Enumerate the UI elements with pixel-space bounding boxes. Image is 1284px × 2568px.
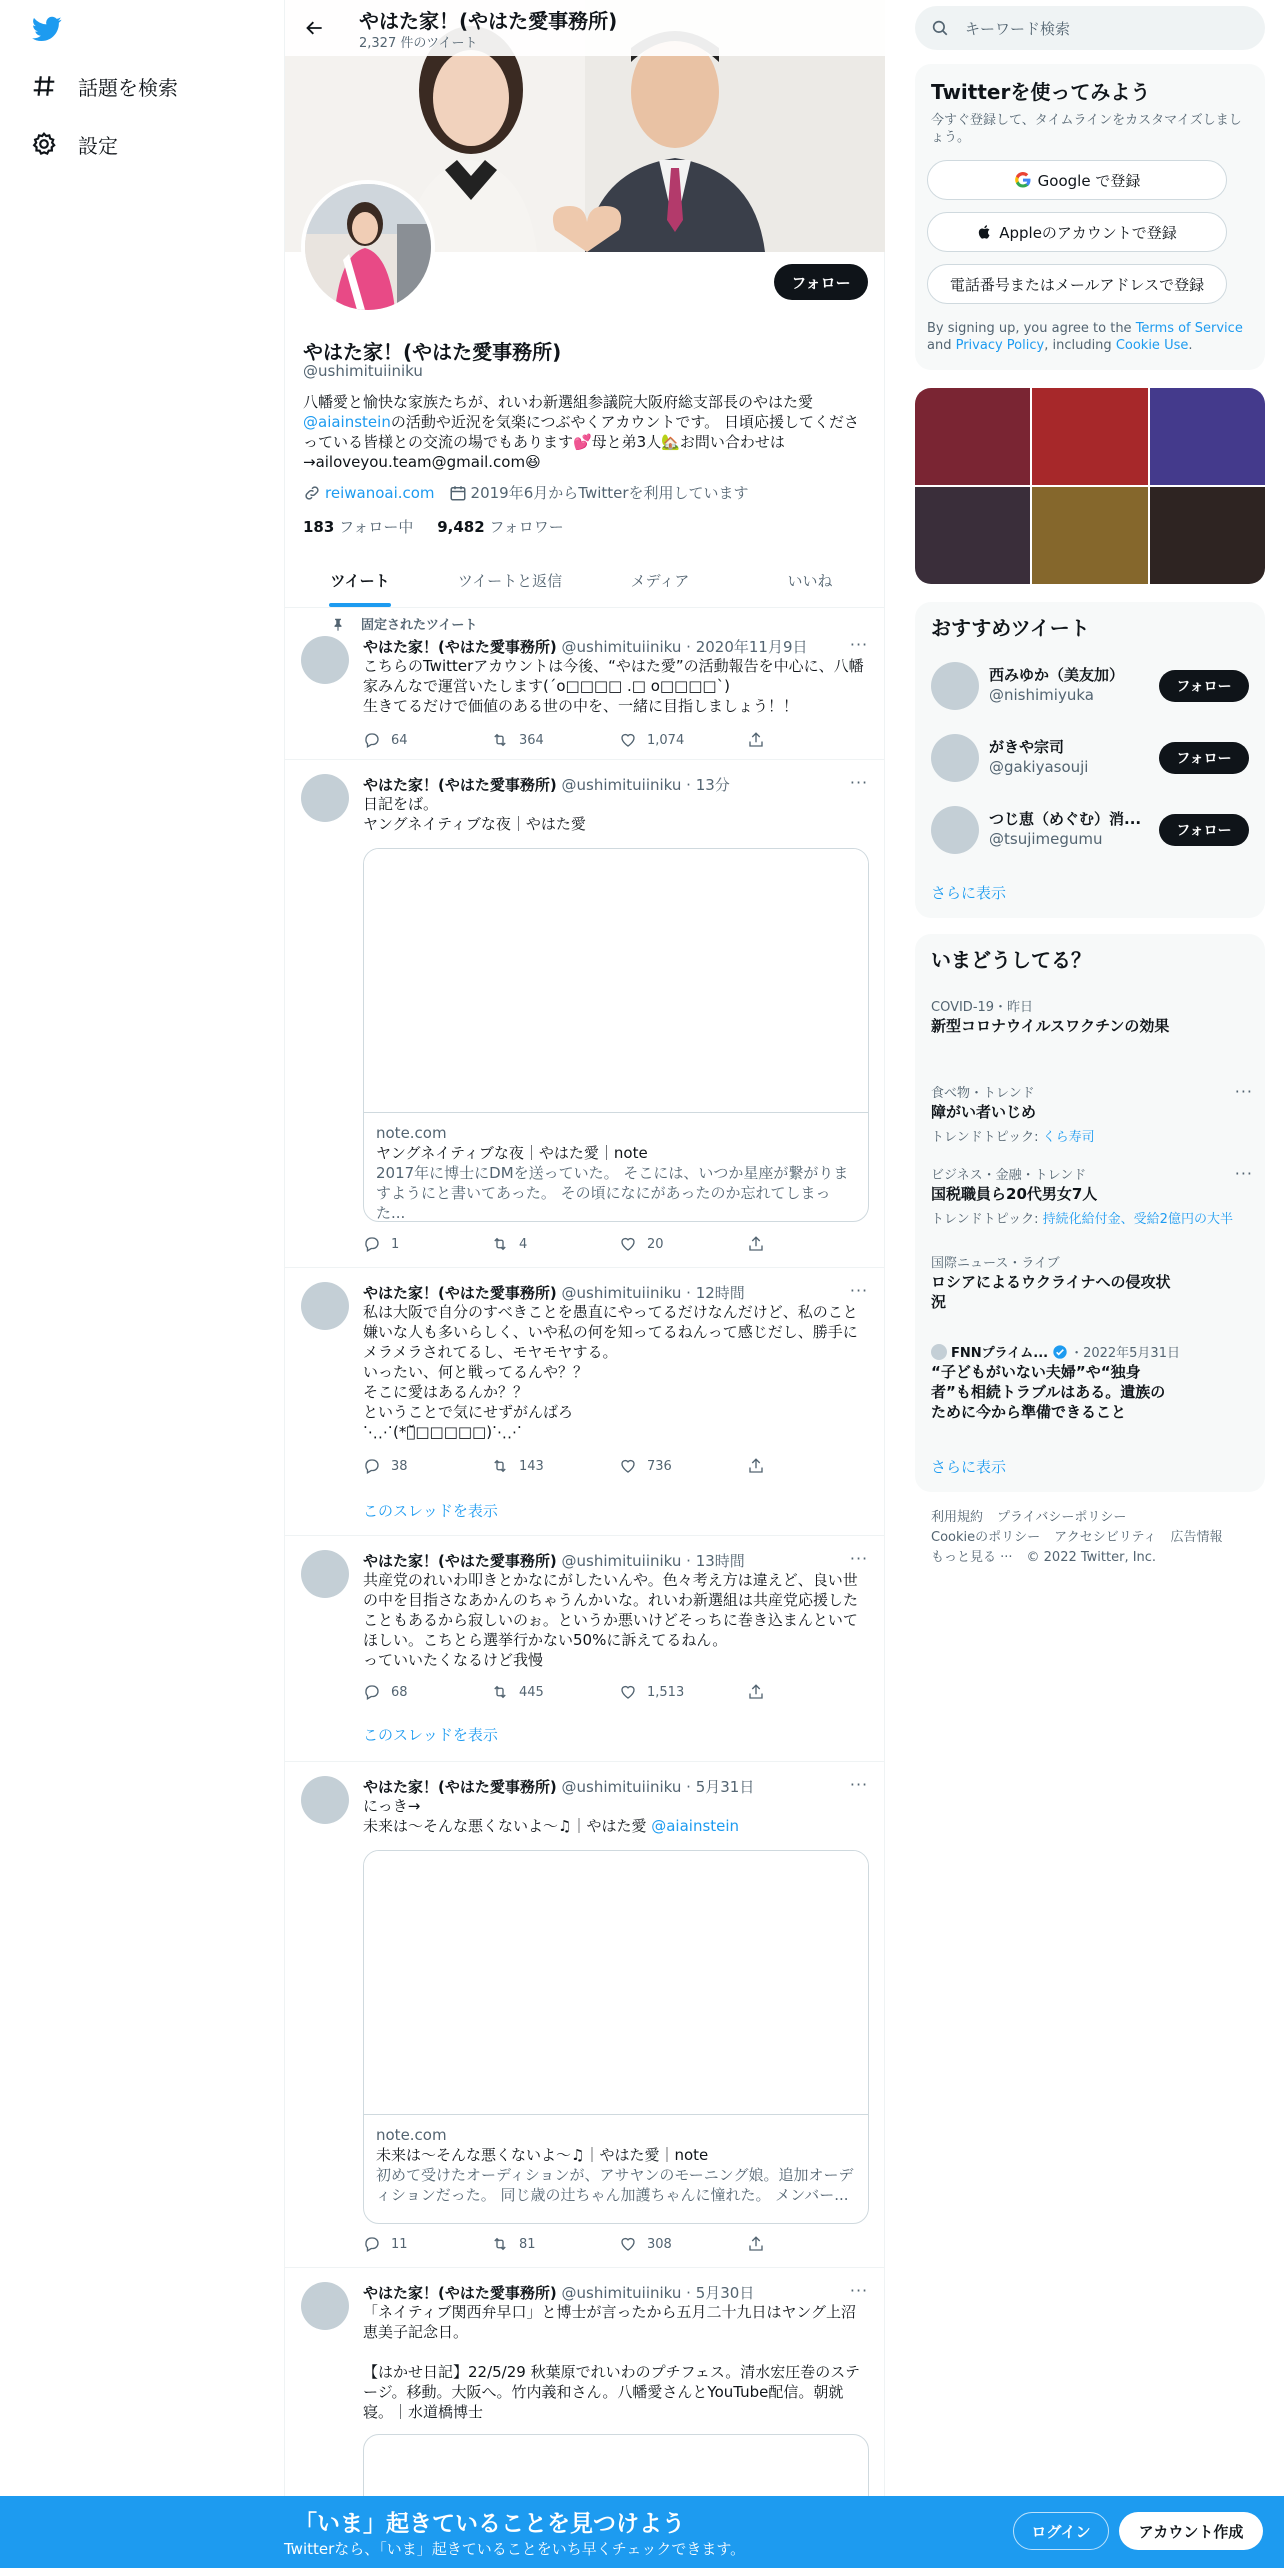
apple-icon <box>977 223 993 241</box>
suggestion-follow-button[interactable]: フォロー <box>1159 670 1249 702</box>
avatar[interactable] <box>931 662 979 710</box>
reply-count: 1 <box>391 1236 400 1252</box>
tweet-meta[interactable]: @ushimituiiniku · 5月31日 <box>561 1778 755 1796</box>
avatar[interactable] <box>301 1550 349 1598</box>
profile-bio <box>303 392 873 472</box>
reply-button[interactable] <box>363 2234 491 2254</box>
trend-item[interactable] <box>915 1164 1265 1234</box>
trend-item[interactable] <box>915 1252 1265 1322</box>
pinned-text: 固定されたツイート <box>361 618 478 633</box>
share-button[interactable] <box>747 2234 787 2254</box>
profile-avatar[interactable] <box>301 180 435 314</box>
share-icon <box>747 1235 765 1253</box>
like-button[interactable] <box>619 2234 747 2254</box>
tab-tweets[interactable]: ツイート <box>285 554 435 607</box>
share-icon <box>747 1683 765 1701</box>
reply-count: 68 <box>391 1684 408 1700</box>
share-button[interactable] <box>747 1456 787 1476</box>
retweet-icon <box>491 731 509 749</box>
tweet-meta[interactable]: @ushimituiiniku · 2020年11月9日 <box>561 638 808 656</box>
signup-panel <box>915 64 1265 370</box>
profile-header-bar <box>285 0 885 56</box>
trend-item[interactable] <box>915 1082 1265 1152</box>
right-sidebar <box>885 0 1284 2568</box>
login-button[interactable]: ログイン <box>1013 2512 1109 2550</box>
tweet-header <box>363 1776 871 1796</box>
reply-count: 11 <box>391 2236 408 2252</box>
trend-topic-link[interactable]: くら寿司 <box>1042 1130 1095 1145</box>
gallery-image[interactable] <box>1032 487 1147 584</box>
like-count: 308 <box>647 2236 672 2252</box>
share-button[interactable] <box>747 1234 787 1254</box>
share-icon <box>747 1457 765 1475</box>
tweet-actions <box>363 730 793 750</box>
profile-meta <box>303 482 763 503</box>
joined-item <box>449 482 749 503</box>
tweet[interactable] <box>285 1268 885 1536</box>
media-gallery <box>915 388 1265 584</box>
google-signup-button[interactable] <box>927 160 1227 200</box>
suggestion-name[interactable]: 西みゆか（美友加） <box>989 666 1125 684</box>
main-column <box>284 0 885 2568</box>
avatar[interactable] <box>931 734 979 782</box>
legal-text: . <box>1188 338 1193 353</box>
profile-tabs <box>285 554 885 608</box>
link-icon <box>303 484 321 502</box>
trend-topic-label: トレンドトピック: <box>931 1212 1043 1227</box>
gallery-image[interactable] <box>1150 487 1265 584</box>
card-title: 未来は〜そんな悪くないよ〜♫｜やはた愛｜note <box>376 2146 709 2164</box>
suggestion-follow-button[interactable]: フォロー <box>1159 742 1249 774</box>
heart-icon <box>619 731 637 749</box>
suggestion-handle: @gakiyasouji <box>989 758 1089 776</box>
pinned-label <box>331 614 477 633</box>
signup-legal <box>927 320 1255 354</box>
tweet-meta[interactable]: @ushimituiiniku · 13時間 <box>561 1552 745 1570</box>
trend-topic-link[interactable]: 持続化給付金、受給2億円の大半 <box>1042 1212 1233 1227</box>
share-icon <box>747 2235 765 2253</box>
reply-button[interactable] <box>363 1456 491 1476</box>
suggestion-follow-button[interactable]: フォロー <box>1159 814 1249 846</box>
more-icon[interactable]: ··· <box>849 2281 869 2300</box>
apple-signup-button[interactable] <box>927 212 1227 252</box>
trends-panel <box>915 934 1265 1492</box>
share-button[interactable] <box>747 730 787 750</box>
show-thread-link[interactable]: このスレッドを表示 <box>363 1502 498 1520</box>
terms-link[interactable]: Terms of Service <box>1135 321 1243 336</box>
tweet-text: 私は大阪で自分のすべきことを愚直にやってるだけなんだけど、私のこと嫌いな人も多いらしく、いや私の何を知ってるねんって感じだし、勝手にメラメラされてるし、モヤモヤする。 いったい、何と戦ってるんや？？ そこに愛はあるんか？？ ということで気にせずがんばろ ⋱⋰(*ฺ̆□□□□□)⋱⋰ <box>363 1303 858 1441</box>
reply-button[interactable] <box>363 730 491 750</box>
footer-more-link[interactable]: もっと見る ··· <box>931 1550 1013 1565</box>
retweet-count: 143 <box>519 1458 544 1474</box>
like-count: 1,074 <box>647 732 685 748</box>
footer-link[interactable]: 利用規約 <box>931 1510 984 1525</box>
share-button[interactable] <box>747 1682 787 1702</box>
tweet-actions <box>363 1456 793 1476</box>
trend-item[interactable] <box>915 996 1265 1066</box>
retweet-button[interactable] <box>491 1682 619 1702</box>
reply-button[interactable] <box>363 1234 491 1254</box>
tab-tweets-replies[interactable]: ツイートと返信 <box>457 572 563 590</box>
bio-mention-link[interactable]: @aiainstein <box>303 413 391 431</box>
tweet-text-body: にっき→ 未来は〜そんな悪くないよ〜♫｜やはた愛 <box>363 1797 647 1835</box>
suggestion-handle: @tsujimegumu <box>989 830 1103 848</box>
reply-button[interactable] <box>363 1682 491 1702</box>
more-icon[interactable]: ··· <box>849 1549 869 1568</box>
gallery-image[interactable] <box>915 487 1030 584</box>
gear-icon <box>30 130 58 158</box>
followers-count: 9,482 <box>437 518 485 536</box>
tweet-mention-link[interactable]: @aiainstein <box>651 1817 740 1835</box>
tweet-author[interactable]: やはた家！(やはた愛事務所) <box>363 1552 557 1570</box>
retweet-icon <box>491 1235 509 1253</box>
suggestions-panel <box>915 602 1265 918</box>
trend-item[interactable] <box>915 1342 1265 1442</box>
tweet-text <box>363 1796 871 1836</box>
privacy-link[interactable]: Privacy Policy <box>955 338 1045 353</box>
hashtag-icon <box>30 72 58 100</box>
tweet-actions <box>363 2234 793 2254</box>
tweet-header <box>363 774 871 794</box>
show-more-link[interactable]: さらに表示 <box>931 884 1007 902</box>
retweet-button[interactable] <box>491 730 619 750</box>
bio-text-2: の活動や近況を気楽につぶやくアカウントです。 日頃応援してくださっている皆様との交流の場でもあります💕母と弟3人🏡お問い合わせは→ailoveyou.team@gmail.com😆 <box>303 413 859 471</box>
phone-email-signup-button[interactable]: 電話番号またはメールアドレスで登録 <box>927 264 1227 304</box>
footer-links <box>931 1508 1251 1568</box>
trend-topic <box>931 1126 1095 1145</box>
followers-stat[interactable] <box>437 518 564 536</box>
legal-text: By signing up, you agree to the <box>927 321 1136 336</box>
link-card[interactable] <box>363 848 869 1222</box>
tweet-meta[interactable]: @ushimituiiniku · 5月30日 <box>561 2284 755 2302</box>
heart-icon <box>619 1457 637 1475</box>
gallery-image[interactable] <box>915 388 1030 485</box>
card-site: note.com <box>376 1124 447 1142</box>
show-more-link[interactable]: さらに表示 <box>931 1458 1007 1476</box>
avatar[interactable] <box>301 636 349 684</box>
tweet-text: 「ネイティブ関西弁早口」と博士が言ったから五月二十九日はヤング上沼恵美子記念日。 【はかせ日記】22/5/29 秋葉原でれいわのプチフェス。清水宏圧巻のステージ。移動。大阪へ。竹内義和さん。八幡愛さんとYouTube配信。朝就寝。｜水道橋博士 <box>363 2303 860 2421</box>
reply-count: 38 <box>391 1458 408 1474</box>
more-icon[interactable]: ··· <box>849 635 869 654</box>
tweet-meta[interactable]: @ushimituiiniku · 13分 <box>561 776 730 794</box>
heart-icon <box>619 2235 637 2253</box>
signup-button[interactable]: アカウント作成 <box>1119 2512 1263 2550</box>
tweet-text: 共産党のれいわ叩きとかなにがしたいんや。色々考え方は違えど、良い世の中を目指さなあかんのちゃうんかいな。れいわ新選組は共産党応援したこともあるから寂しいのぉ。というか悪いけどそっちに巻き込まんといてほしい。こちとら選挙行かない50%に訴えてるねん。 っていいたくなるけど我慢 <box>363 1571 859 1669</box>
avatar[interactable] <box>301 774 349 822</box>
like-button[interactable] <box>619 1682 747 1702</box>
suggestions-title: おすすめツイート <box>931 616 1090 640</box>
back-arrow-icon[interactable] <box>301 14 329 42</box>
trend-title: 国税職員ら20代男女7人 <box>931 1185 1098 1203</box>
like-button[interactable] <box>619 730 747 750</box>
show-thread-link[interactable]: このスレッドを表示 <box>363 1726 498 1744</box>
heart-icon <box>619 1235 637 1253</box>
google-icon <box>1014 171 1032 189</box>
share-icon <box>747 731 765 749</box>
bottom-bar-title: 「いま」起きていることを見つけよう <box>294 2511 685 2537</box>
footer-link[interactable]: アクセシビリティ <box>1054 1530 1157 1545</box>
footer-link[interactable]: 広告情報 <box>1170 1530 1223 1545</box>
pin-icon <box>331 617 345 631</box>
search-input[interactable] <box>915 6 1265 50</box>
reply-icon <box>363 1235 381 1253</box>
nav-settings[interactable] <box>30 124 118 164</box>
reply-icon <box>363 1457 381 1475</box>
like-count: 736 <box>647 1458 672 1474</box>
trend-topic-label: トレンドトピック: <box>931 1130 1043 1145</box>
suggestion-item[interactable] <box>915 650 1265 722</box>
tweet[interactable] <box>285 1536 885 1762</box>
avatar[interactable] <box>301 1282 349 1330</box>
avatar[interactable] <box>301 2282 349 2330</box>
trend-title: “子どもがいない夫婦”や“独身者”も相続トラブルはある。遺族のために今から準備できること <box>931 1363 1166 1421</box>
avatar[interactable] <box>931 806 979 854</box>
reply-count: 64 <box>391 732 408 748</box>
retweet-button[interactable] <box>491 1456 619 1476</box>
retweet-count: 81 <box>519 2236 536 2252</box>
tab-likes[interactable]: いいね <box>787 572 833 590</box>
source-name: FNNプライム... <box>951 1346 1049 1361</box>
header-tweet-count: 2,327 件のツイート <box>359 36 478 51</box>
retweet-icon <box>491 1457 509 1475</box>
more-icon[interactable]: ··· <box>849 1281 869 1300</box>
retweet-button[interactable] <box>491 2234 619 2254</box>
tab-media[interactable]: メディア <box>630 572 690 590</box>
trends-title: いまどうしてる？ <box>931 948 1091 972</box>
tweet[interactable] <box>285 608 885 760</box>
following-stat[interactable] <box>303 518 413 536</box>
more-icon[interactable]: ··· <box>1234 1164 1253 1183</box>
avatar[interactable] <box>301 1776 349 1824</box>
nav-settings-label: 設定 <box>78 133 118 158</box>
more-icon[interactable]: ··· <box>849 1775 869 1794</box>
link-card[interactable] <box>363 1850 869 2224</box>
retweet-count: 4 <box>519 1236 528 1252</box>
card-title: ヤングネイティブな夜｜やはた愛｜note <box>376 1144 648 1162</box>
like-count: 1,513 <box>647 1684 685 1700</box>
trend-title: 障がい者いじめ <box>931 1103 1037 1121</box>
follow-stats <box>303 516 564 537</box>
followers-label: フォロワー <box>489 518 564 536</box>
signup-subtitle: 今すぐ登録して、タイムラインをカスタマイズしましょう。 <box>931 113 1242 145</box>
apple-signup-label: Appleのアカウントで登録 <box>999 223 1177 242</box>
tweet[interactable] <box>285 1762 885 2268</box>
card-description: 2017年に博士にDMを送っていた。 そこには、いつか星座が繋がりますようにと書いてあった。 その頃になにがあったのか忘れてしまった... <box>376 1164 849 1222</box>
trend-title: ロシアによるウクライナへの侵攻状況 <box>931 1273 1171 1311</box>
footer-link[interactable]: プライバシーポリシー <box>997 1510 1127 1525</box>
trend-topic <box>931 1208 1233 1227</box>
verified-badge-icon <box>1052 1344 1068 1360</box>
profile-name: やはた家！(やはた愛事務所) <box>303 340 562 364</box>
follow-button[interactable]: フォロー <box>774 264 868 300</box>
tweet-author[interactable]: やはた家！(やはた愛事務所) <box>363 2284 557 2302</box>
retweet-count: 364 <box>519 732 544 748</box>
tweet-author[interactable]: やはた家！(やはた愛事務所) <box>363 776 557 794</box>
trend-context: 食べ物・トレンド <box>931 1086 1035 1101</box>
tweet-text: こちらのTwitterアカウントは今後、“やはた愛”の活動報告を中心に、八幡家みんなで運営いたします(´o□□□□ .□ o□□□□`) 生きてるだけで価値のある世の中を、一緒に目指しましょう！！ <box>363 657 864 715</box>
header-name: やはた家！(やはた愛事務所) <box>359 9 618 33</box>
left-nav <box>0 0 284 2568</box>
card-image <box>364 849 868 1113</box>
trend-context: 国際ニュース・ライブ <box>931 1256 1060 1271</box>
following-count: 183 <box>303 518 335 536</box>
tweet-header <box>363 1550 871 1570</box>
more-icon[interactable]: ··· <box>849 773 869 792</box>
retweet-count: 445 <box>519 1684 544 1700</box>
tweet-author[interactable]: やはた家！(やはた愛事務所) <box>363 1284 557 1302</box>
like-count: 20 <box>647 1236 664 1252</box>
legal-text: , including <box>1044 338 1116 353</box>
news-source <box>931 1342 1180 1361</box>
like-button[interactable] <box>619 1456 747 1476</box>
suggestion-item[interactable] <box>915 794 1265 866</box>
tweet-header <box>363 1282 871 1302</box>
news-date: ・2022年5月31日 <box>1070 1346 1180 1361</box>
bio-text: 八幡愛と愉快な家族たちが、れいわ新選組参議院大阪府総支部長のやはた愛 <box>303 393 814 411</box>
reply-icon <box>363 1683 381 1701</box>
card-description: 初めて受けたオーディションが、アサヤンのモーニング娘。追加オーディションだった。 同じ歳の辻ちゃん加護ちゃんに憧れた。 メンバー... <box>376 2166 854 2204</box>
bottom-signup-bar <box>0 2496 1284 2568</box>
reply-icon <box>363 2235 381 2253</box>
search-icon <box>931 19 949 37</box>
copyright: © 2022 Twitter, Inc. <box>1026 1550 1157 1565</box>
suggestion-item[interactable] <box>915 722 1265 794</box>
joined-date: 2019年6月からTwitterを利用しています <box>470 484 749 502</box>
tweet-author[interactable]: やはた家！(やはた愛事務所) <box>363 1778 557 1796</box>
more-icon[interactable]: ··· <box>1234 1082 1253 1101</box>
tweet-actions <box>363 1234 793 1254</box>
retweet-icon <box>491 1683 509 1701</box>
legal-text: and <box>927 338 956 353</box>
calendar-icon <box>449 484 467 502</box>
suggestion-name[interactable]: つじ恵（めぐむ）消... <box>989 810 1142 828</box>
bottom-bar-subtitle: Twitterなら、「いま」起きていることをいち早くチェックできます。 <box>284 2540 746 2558</box>
profile-handle: @ushimituiiniku <box>303 362 423 380</box>
twitter-logo-icon[interactable] <box>30 14 64 44</box>
tweet-header <box>363 636 871 656</box>
tweet-meta[interactable]: @ushimituiiniku · 12時間 <box>561 1284 745 1302</box>
retweet-button[interactable] <box>491 1234 619 1254</box>
suggestion-handle: @nishimiyuka <box>989 686 1094 704</box>
footer-link[interactable]: Cookieのポリシー <box>931 1530 1041 1545</box>
retweet-icon <box>491 2235 509 2253</box>
website-item[interactable] <box>303 484 435 502</box>
trend-title: 新型コロナウイルスワクチンの効果 <box>931 1017 1170 1035</box>
trend-context: ビジネス・金融・トレンド <box>931 1168 1087 1183</box>
reply-icon <box>363 731 381 749</box>
tweet-text: 日記をば。 ヤングネイティブな夜｜やはた愛 <box>363 795 586 833</box>
trend-context: COVID-19・昨日 <box>931 1000 1034 1015</box>
card-site: note.com <box>376 2126 447 2144</box>
tweet-author[interactable]: やはた家！(やはた愛事務所) <box>363 638 557 656</box>
following-label: フォロー中 <box>339 518 414 536</box>
suggestion-name[interactable]: がきや宗司 <box>989 738 1065 756</box>
cookie-link[interactable]: Cookie Use <box>1115 338 1189 353</box>
website-link[interactable]: reiwanoai.com <box>325 483 435 502</box>
google-signup-label: Google で登録 <box>1037 171 1141 190</box>
tweet-header <box>363 2282 871 2302</box>
tweet[interactable] <box>285 760 885 1268</box>
card-image <box>364 1851 868 2115</box>
signup-title: Twitterを使ってみよう <box>931 80 1151 104</box>
nav-explore-label: 話題を検索 <box>78 75 178 100</box>
nav-explore[interactable] <box>30 66 178 106</box>
heart-icon <box>619 1683 637 1701</box>
tweet-actions <box>363 1682 793 1702</box>
search-placeholder: キーワード検索 <box>965 19 1071 38</box>
gallery-image[interactable] <box>1150 388 1265 485</box>
source-avatar <box>931 1344 947 1360</box>
gallery-image[interactable] <box>1032 388 1147 485</box>
like-button[interactable] <box>619 1234 747 1254</box>
